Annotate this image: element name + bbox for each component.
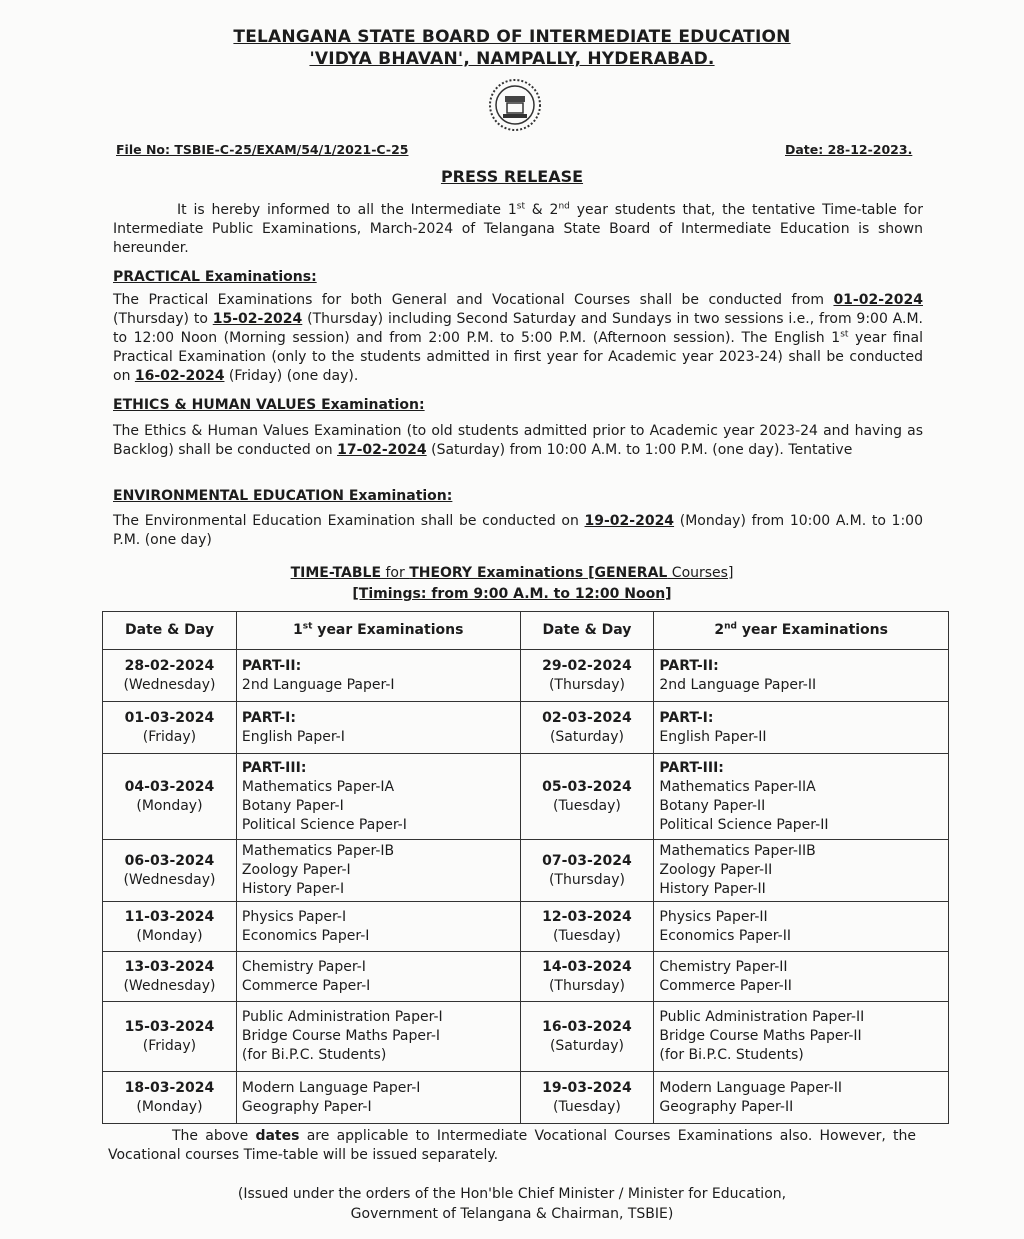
- exam-day: (Monday): [136, 1098, 203, 1115]
- exam-line: (for Bi.P.C. Students): [241, 1047, 387, 1063]
- exam-line: Physics Paper-I: [241, 908, 347, 925]
- exam-line: 2nd Language Paper-II: [659, 676, 817, 693]
- second-year-date-cell: [520, 1072, 654, 1124]
- exam-line: English Paper-I: [241, 728, 345, 745]
- intro-paragraph: It is hereby informed to all the Intermediate 1st & 2nd year students that, the tentative Time-table for Intermediate Public Examinations, March-2024 of Telangana State Board of Intermediate Education is shown hereunder.: [113, 201, 923, 256]
- exam-line: Public Administration Paper-I: [241, 1009, 443, 1025]
- table-row: [103, 840, 949, 902]
- release-date: Date: 28-12-2023.: [785, 142, 913, 157]
- column-header-date-1: Date & Day: [103, 612, 237, 650]
- exam-line: Chemistry Paper-I: [241, 958, 366, 975]
- exam-line: PART-III:: [659, 759, 724, 776]
- exam-date: 15-03-2024: [124, 1018, 215, 1035]
- first-year-date-cell: [103, 902, 237, 952]
- board-seal-icon: [488, 78, 542, 132]
- first-year-date-cell: [103, 1002, 237, 1072]
- second-year-exams-cell: [654, 840, 949, 902]
- exam-line: Mathematics Paper-IB: [241, 843, 395, 859]
- exam-date: 29-02-2024: [542, 657, 632, 674]
- exam-line: Mathematics Paper-IA: [241, 778, 395, 795]
- second-year-date-cell: [520, 952, 654, 1002]
- exam-line: Mathematics Paper-IIA: [659, 778, 816, 795]
- exam-line: Modern Language Paper-I: [241, 1079, 421, 1096]
- exam-day: (Friday): [142, 1037, 197, 1054]
- exam-line: Mathematics Paper-IIB: [659, 843, 816, 859]
- exam-line: Zoology Paper-II: [659, 862, 773, 878]
- practical-heading: PRACTICAL Examinations:: [113, 269, 317, 285]
- exam-date: 16-03-2024: [542, 1018, 632, 1035]
- exam-date: 11-03-2024: [124, 908, 215, 925]
- exam-line: Modern Language Paper-II: [659, 1079, 842, 1096]
- first-year-exams-cell: [236, 702, 520, 754]
- exam-day: (Thursday): [548, 676, 625, 693]
- second-year-exams-cell: [654, 1072, 949, 1124]
- exam-line: Economics Paper-I: [241, 927, 370, 944]
- file-number: File No: TSBIE-C-25/EXAM/54/1/2021-C-25: [116, 142, 409, 157]
- column-header-first-year: 1st year Examinations: [236, 612, 520, 650]
- table-row: [103, 952, 949, 1002]
- exam-date: 05-03-2024: [542, 778, 632, 795]
- exam-line: Physics Paper-II: [659, 908, 768, 925]
- exam-line: Commerce Paper-II: [659, 977, 792, 994]
- exam-date: 07-03-2024: [542, 852, 632, 869]
- exam-line: PART-I:: [241, 709, 296, 726]
- second-year-date-cell: [520, 702, 654, 754]
- ethics-paragraph: The Ethics & Human Values Examination (to old students admitted prior to Academic year 2023-24 and having as Backlog) shall be conducted on 17-02-2024 (Saturday) from 10:00 A.M. to 1:00 P.M. (one day). Tentative: [113, 423, 923, 458]
- exam-day: (Thursday): [548, 977, 625, 994]
- exam-date: 02-03-2024: [542, 709, 632, 726]
- exam-line: Public Administration Paper-II: [659, 1009, 865, 1025]
- second-year-exams-cell: [654, 650, 949, 702]
- timetable-table: [102, 611, 949, 1124]
- ethics-heading: ETHICS & HUMAN VALUES Examination:: [113, 397, 425, 413]
- exam-line: Bridge Course Maths Paper-II: [659, 1028, 862, 1044]
- first-year-date-cell: [103, 840, 237, 902]
- practical-paragraph: The Practical Examinations for both General and Vocational Courses shall be conducted from 01-02-2024 (Thursday) to 15-02-2024 (Thursday) including Second Saturday and Sundays in two sessions i.e., from 9:00 A.M. to 12:00 Noon (Morning session) and from 2:00 P.M. to 5:00 P.M. (Afternoon session). The English 1st year final Practical Examination (only to the students admitted in first year for Academic year 2023-24) shall be conducted on 16-02-2024 (Friday) (one day).: [113, 292, 924, 384]
- board-name: TELANGANA STATE BOARD OF INTERMEDIATE EDUCATION: [233, 27, 791, 47]
- exam-day: (Saturday): [549, 1037, 624, 1054]
- exam-date: 19-03-2024: [542, 1079, 632, 1096]
- exam-line: PART-III:: [241, 759, 307, 776]
- first-year-exams-cell: [236, 952, 520, 1002]
- second-year-date-cell: [520, 902, 654, 952]
- issued-note-line2: Government of Telangana & Chairman, TSBIE): [350, 1206, 674, 1222]
- exam-day: (Wednesday): [123, 871, 216, 888]
- first-year-date-cell: [103, 754, 237, 840]
- second-year-exams-cell: [654, 902, 949, 952]
- exam-date: 06-03-2024: [124, 852, 215, 869]
- exam-line: Political Science Paper-I: [241, 816, 407, 833]
- second-year-exams-cell: [654, 952, 949, 1002]
- exam-day: (Friday): [142, 728, 197, 745]
- first-year-date-cell: [103, 1072, 237, 1124]
- exam-day: (Saturday): [549, 728, 624, 745]
- table-row: [103, 902, 949, 952]
- exam-day: (Tuesday): [553, 1098, 621, 1115]
- exam-day: (Tuesday): [553, 927, 621, 944]
- exam-date: 18-03-2024: [124, 1079, 215, 1096]
- environment-paragraph: The Environmental Education Examination shall be conducted on 19-02-2024 (Monday) from 10:00 A.M. to 1:00 P.M. (one day): [113, 513, 923, 548]
- exam-date: 01-03-2024: [124, 709, 215, 726]
- exam-line: Bridge Course Maths Paper-I: [241, 1028, 441, 1044]
- exam-line: Economics Paper-II: [659, 927, 791, 944]
- table-header-row: [103, 612, 949, 650]
- second-year-date-cell: [520, 1002, 654, 1072]
- environment-heading: ENVIRONMENTAL EDUCATION Examination:: [113, 488, 453, 504]
- second-year-exams-cell: [654, 1002, 949, 1072]
- second-year-exams-cell: [654, 702, 949, 754]
- first-year-exams-cell: [236, 650, 520, 702]
- exam-line: Political Science Paper-II: [659, 816, 829, 833]
- table-row: [103, 1002, 949, 1072]
- table-row: [103, 702, 949, 754]
- first-year-date-cell: [103, 650, 237, 702]
- exam-line: (for Bi.P.C. Students): [659, 1047, 804, 1063]
- exam-day: (Tuesday): [553, 797, 621, 814]
- exam-date: 12-03-2024: [542, 908, 632, 925]
- exam-line: Chemistry Paper-II: [659, 958, 788, 975]
- first-year-exams-cell: [236, 1072, 520, 1124]
- exam-date: 04-03-2024: [124, 778, 215, 795]
- exam-line: Commerce Paper-I: [241, 977, 371, 994]
- column-header-second-year: 2nd year Examinations: [654, 612, 949, 650]
- first-year-exams-cell: [236, 754, 520, 840]
- second-year-exams-cell: [654, 754, 949, 840]
- first-year-date-cell: [103, 952, 237, 1002]
- table-row: [103, 1072, 949, 1124]
- column-header-date-2: Date & Day: [520, 612, 654, 650]
- first-year-exams-cell: [236, 840, 520, 902]
- board-address: 'VIDYA BHAVAN', NAMPALLY, HYDERABAD.: [309, 49, 715, 69]
- timetable-heading: TIME-TABLE for THEORY Examinations [GENERAL Courses]: [290, 565, 734, 581]
- exam-line: Botany Paper-I: [241, 797, 344, 814]
- exam-line: Geography Paper-I: [241, 1098, 372, 1115]
- exam-day: (Monday): [136, 797, 203, 814]
- exam-line: PART-I:: [659, 709, 714, 726]
- exam-line: Botany Paper-II: [659, 797, 766, 814]
- table-row: [103, 650, 949, 702]
- exam-line: English Paper-II: [659, 728, 767, 745]
- exam-day: (Wednesday): [123, 676, 216, 693]
- second-year-date-cell: [520, 754, 654, 840]
- first-year-exams-cell: [236, 1002, 520, 1072]
- exam-day: (Monday): [136, 927, 203, 944]
- timetable-timings: [Timings: from 9:00 A.M. to 12:00 Noon]: [352, 586, 672, 602]
- exam-date: 14-03-2024: [542, 958, 632, 975]
- first-year-date-cell: [103, 702, 237, 754]
- vocational-note: The above dates are applicable to Intermediate Vocational Courses Examinations also. However, the Vocational courses Time-table will be issued separately.: [108, 1128, 916, 1163]
- table-row: [103, 754, 949, 840]
- exam-line: PART-II:: [241, 657, 302, 674]
- exam-day: (Thursday): [548, 871, 625, 888]
- exam-date: 28-02-2024: [124, 657, 215, 674]
- issued-note-line1: (Issued under the orders of the Hon'ble Chief Minister / Minister for Education,: [237, 1186, 787, 1202]
- exam-line: Geography Paper-II: [659, 1098, 794, 1115]
- exam-line: PART-II:: [659, 657, 719, 674]
- exam-day: (Wednesday): [123, 977, 216, 994]
- exam-line: History Paper-II: [659, 881, 766, 897]
- second-year-date-cell: [520, 840, 654, 902]
- exam-line: Zoology Paper-I: [241, 862, 351, 878]
- page-title: PRESS RELEASE: [440, 167, 584, 186]
- exam-date: 13-03-2024: [124, 958, 215, 975]
- first-year-exams-cell: [236, 902, 520, 952]
- exam-line: History Paper-I: [241, 881, 345, 897]
- second-year-date-cell: [520, 650, 654, 702]
- exam-line: 2nd Language Paper-I: [241, 676, 395, 693]
